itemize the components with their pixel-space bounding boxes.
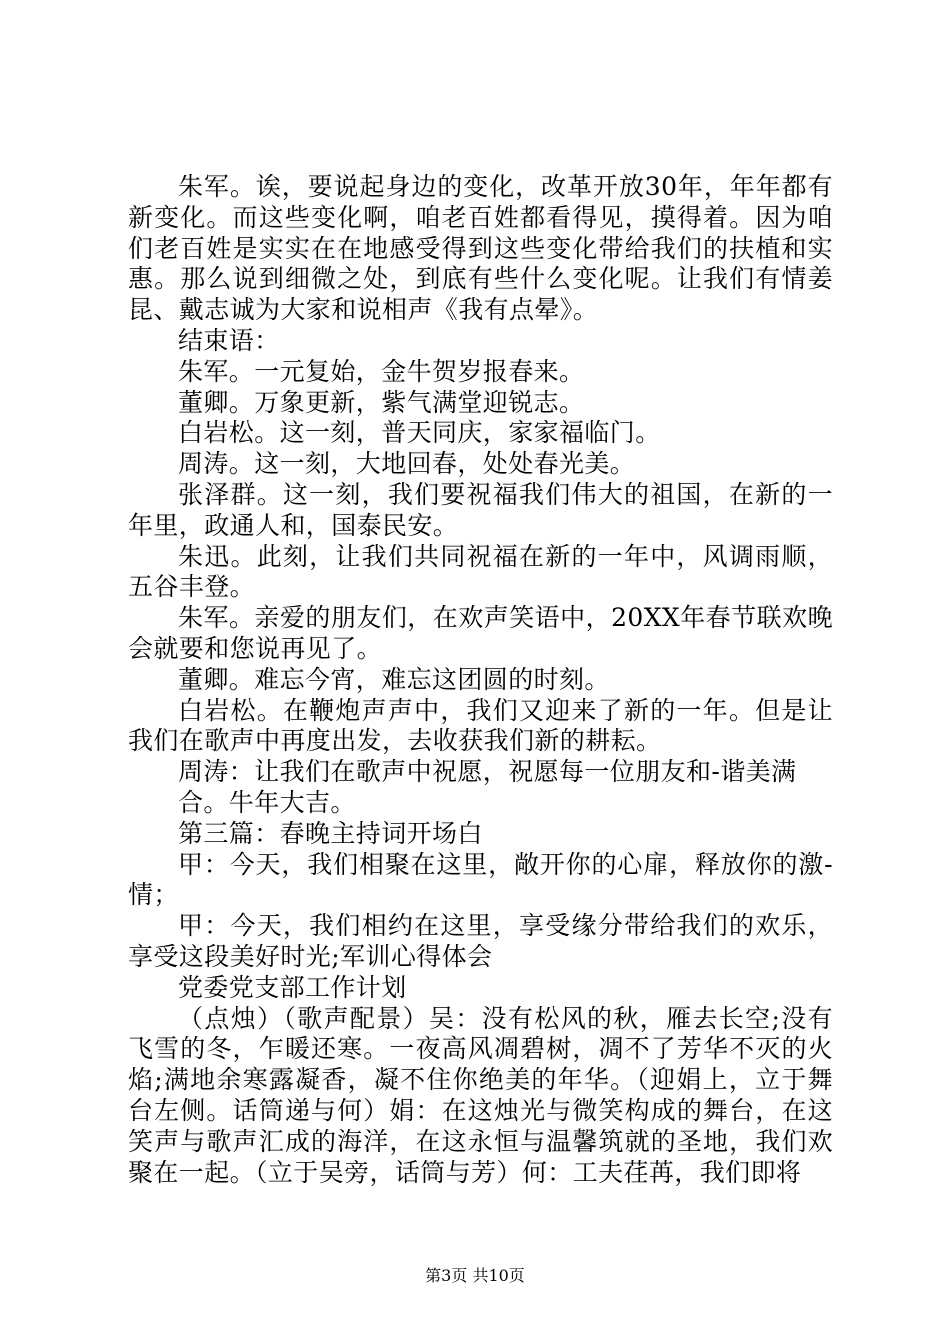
paragraph: （点烛）（歌声配景）吴：没有松风的秋，雁去长空;没有飞雪的冬，乍暖还寒。一夜高风凋碧树，凋不了芳华不灭的火焰;满地余寒露凝香，凝不住你绝美的年华。（迎娟上，立于舞台左侧。话筒递与何）娟：在这烛光与微笑构成的舞台，在这笑声与歌声汇成的海洋，在这永恒与温馨筑就的圣地，我们欢聚在一起。（立于吴旁，话筒与芳）何：工夫荏苒，我们即将 [128,1003,833,1187]
paragraph: 甲：今天，我们相聚在这里，敞开你的心扉，释放你的激-情； [128,849,833,910]
paragraph: 结束语： [178,325,280,355]
paragraph: 朱军。亲爱的朋友们，在欢声笑语中，20XX年春节联欢晚会就要和您说再见了。 [128,603,833,663]
paragraph: 朱迅。此刻，让我们共同祝福在新的一年中，风调雨顺，五谷丰登。 [128,541,833,602]
paragraph: 甲：今天，我们相约在这里，享受缘分带给我们的欢乐，享受这段美好时光;军训心得体会 [128,911,833,971]
paragraph: 张泽群。这一刻，我们要祝福我们伟大的祖国，在新的一年里，政通人和，国泰民安。 [128,479,833,540]
paragraph: 白岩松。在鞭炮声声中，我们又迎来了新的一年。但是让我们在歌声中再度出发，去收获我们新的耕耘。 [128,695,833,756]
paragraph: 合。牛年大吉。 [178,787,356,817]
paragraph: 周涛。这一刻，大地回春，处处春光美。 [178,449,636,479]
paragraph: 周涛：让我们在歌声中祝愿，祝愿每一位朋友和-谐美满 [178,757,797,787]
paragraph: 朱军。诶，要说起身边的变化，改革开放30年，年年都有新变化。而这些变化啊，咱老百姓都看得见，摸得着。因为咱们老百姓是实实在在地感受得到这些变化带给我们的扶植和实惠。那么说到细微之处，到底有些什么变化呢。让我们有情姜昆、戴志诚为大家和说相声《我有点晕》。 [128,172,833,325]
section-heading: 第三篇：春晚主持词开场白 [178,818,483,848]
paragraph: 党委党支部工作计划 [178,972,407,1002]
document-body [128,172,833,1188]
paragraph: 白岩松。这一刻，普天同庆，家家福临门。 [178,418,661,448]
paragraph: 朱军。一元复始，金牛贺岁报春来。 [178,356,585,386]
page-number-footer: 第3页 共10页 [425,1266,525,1285]
paragraph: 董卿。万象更新，紫气满堂迎锐志。 [178,387,585,417]
paragraph: 董卿。难忘今宵，难忘这团圆的时刻。 [178,664,610,694]
